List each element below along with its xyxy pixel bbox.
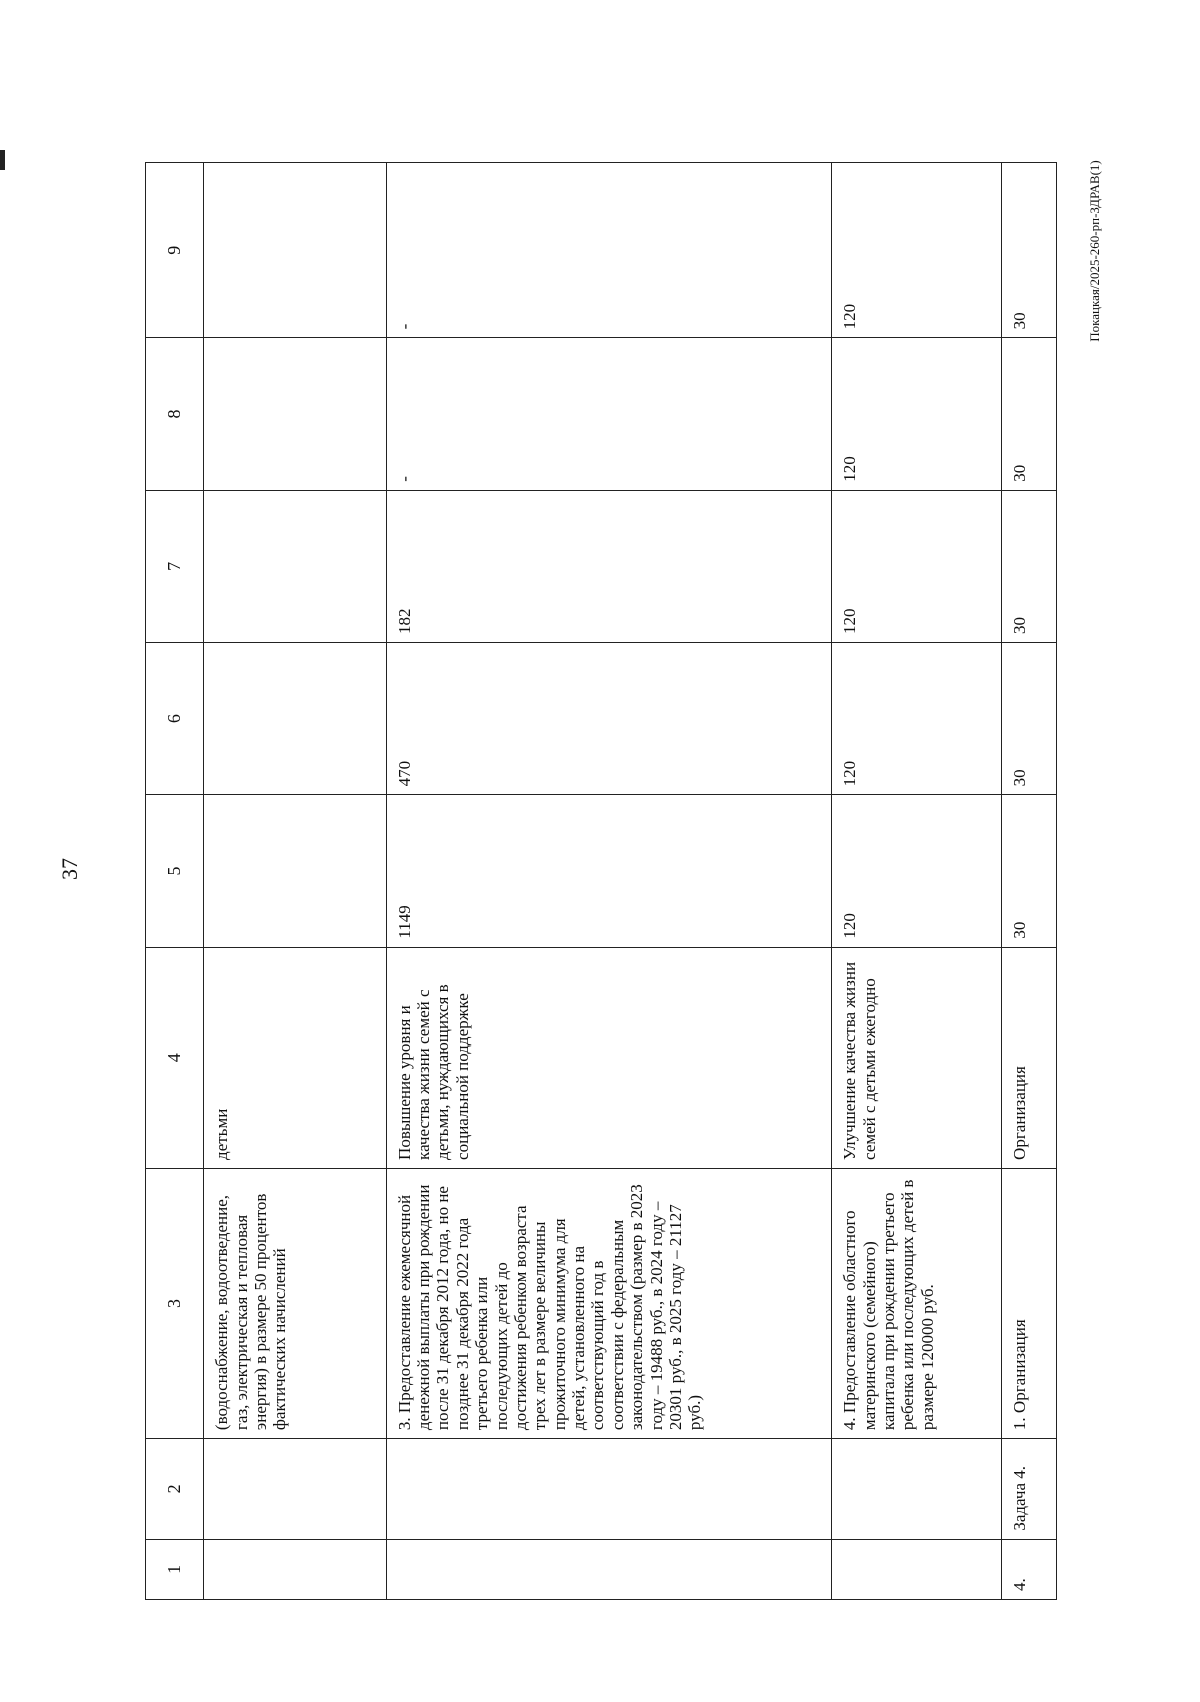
row1-col8 [204,338,386,490]
row4-col9: 30 [1001,163,1056,338]
header-cell-1: 1 [146,1539,204,1599]
row1-col2 [204,1439,386,1540]
header-cell-7: 7 [146,490,204,642]
row3-col1 [832,1539,1002,1599]
row3-col9: 120 [832,163,1002,338]
table-row [832,163,1002,1600]
row2-col1 [386,1539,831,1599]
document-code: Покацкая/2025-260-рп-ЗДРАВ(1) [1087,160,1102,342]
row2-col6: 470 [386,643,831,795]
row3-col5: 120 [832,795,1002,947]
row4-col7: 30 [1001,490,1056,642]
row4-col5: 30 [1001,795,1056,947]
header-cell-4: 4 [146,947,204,1168]
row2-result: Повышение уровня и качества жизни семей с детьми, нуждающихся в социальной поддержке [386,947,831,1168]
row1-result: детьми [204,947,386,1168]
row1-measure: (водоснабжение, водоотведение, газ, электрическая и тепловая энергия) в размере 50 процентов фактических начислений [204,1168,386,1438]
row2-col5: 1149 [386,795,831,947]
table-row [204,163,386,1600]
row4-col1: 4. [1001,1539,1056,1599]
row3-col2 [832,1439,1002,1540]
row1-col9 [204,163,386,338]
row1-col5 [204,795,386,947]
header-row [146,163,204,1600]
row2-measure: 3. Предоставление ежемесячной денежной выплаты при рождении после 31 декабря 2012 года, но не позднее 31 декабря 2022 года третьего ребенка или последующих детей до достижения ребенком возраста трех лет в размере величины прожиточного минимума для детей, установленного на соответствующий год в соответствии с федеральным законодательством (размер в 2023 году – 19488 руб., в 2024 году – 20301 руб., в 2025 году – 21127 руб.) [386,1168,831,1438]
row1-col1 [204,1539,386,1599]
row3-col6: 120 [832,643,1002,795]
header-cell-3: 3 [146,1168,204,1438]
header-cell-9: 9 [146,163,204,338]
row4-task: Задача 4. [1001,1439,1056,1540]
header-cell-2: 2 [146,1439,204,1540]
row4-measure: 1. Организация [1001,1168,1056,1438]
row2-col9: - [386,163,831,338]
row2-col8: - [386,338,831,490]
header-cell-5: 5 [146,795,204,947]
row3-measure: 4. Предоставление областного материнского (семейного) капитала при рождении третьего ребенка или последующих детей в размере 120000 руб. [832,1168,1002,1438]
page-number: 37 [57,858,82,880]
scan-artifact-mark [0,150,5,170]
row2-col2 [386,1439,831,1540]
table-row [1001,163,1056,1600]
row4-result: Организация [1001,947,1056,1168]
row3-col8: 120 [832,338,1002,490]
table-row [386,163,831,1600]
row1-col7 [204,490,386,642]
row1-col6 [204,643,386,795]
row3-result: Улучшение качества жизни семей с детьми ежегодно [832,947,1002,1168]
header-cell-6: 6 [146,643,204,795]
rotated-table-frame [145,162,1057,1600]
program-measures-table [145,162,1057,1600]
header-cell-8: 8 [146,338,204,490]
row3-col7: 120 [832,490,1002,642]
row2-col7: 182 [386,490,831,642]
row4-col6: 30 [1001,643,1056,795]
row4-col8: 30 [1001,338,1056,490]
